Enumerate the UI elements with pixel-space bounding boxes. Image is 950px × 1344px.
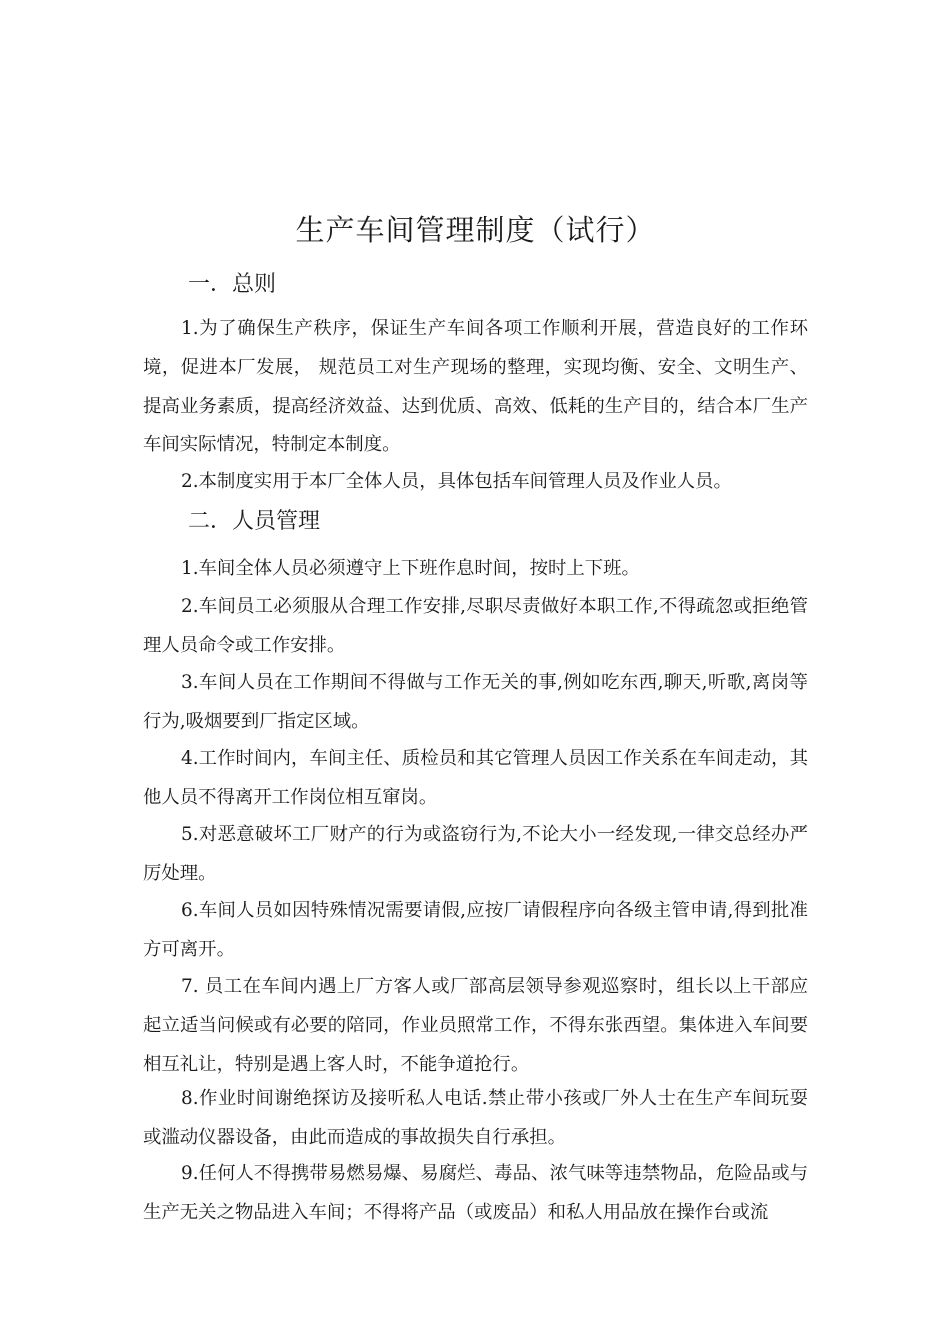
section-heading-general: 一．总则 [188,272,277,297]
paragraph-personnel-9: 9.任何人不得携带易燃易爆、易腐烂、毒品、浓气味等违禁物品，危险品或与生产无关之物品进入车间；不得将产品（或废品）和私人用品放在操作台或流 [143,1163,808,1223]
paragraph-personnel-4: 4.工作时间内，车间主任、质检员和其它管理人员因工作关系在车间走动，其他人员不得离开工作岗位相互窜岗。 [143,748,808,808]
paragraph-personnel-6: 6.车间人员如因特殊情况需要请假,应按厂请假程序向各级主管申请,得到批准方可离开。 [143,900,808,960]
paragraph-general-1: 1.为了确保生产秩序，保证生产车间各项工作顺利开展，营造良好的工作环境，促进本厂发展， 规范员工对生产现场的整理，实现均衡、安全、文明生产、提高业务素质，提高经济效益、达到优质、高效、低耗的生产目的，结合本厂生产车间实际情况，特制定本制度。 [143,318,808,456]
paragraph-personnel-7: 7. 员工在车间内遇上厂方客人或厂部高层领导参观巡察时，组长以上干部应起立适当问候或有必要的陪同，作业员照常工作，不得东张西望。集体进入车间要相互礼让，特别是遇上客人时，不能争道抢行。 [143,976,808,1075]
paragraph-personnel-8: 8.作业时间谢绝探访及接听私人电话.禁止带小孩或厂外人士在生产车间玩耍或滥动仪器设备，由此而造成的事故损失自行承担。 [143,1088,808,1148]
section-heading-personnel: 二．人员管理 [188,509,321,534]
document-title: 生产车间管理制度（试行） [295,213,656,247]
paragraph-personnel-3: 3.车间人员在工作期间不得做与工作无关的事,例如吃东西,聊天,听歌,离岗等行为,吸烟要到厂指定区域。 [143,672,808,732]
paragraph-personnel-2: 2.车间员工必须服从合理工作安排,尽职尽责做好本职工作,不得疏忽或拒绝管理人员命令或工作安排。 [143,596,808,656]
paragraph-personnel-1: 1.车间全体人员必须遵守上下班作息时间，按时上下班。 [181,558,640,579]
paragraph-general-2: 2.本制度实用于本厂全体人员，具体包括车间管理人员及作业人员。 [181,471,732,492]
paragraph-personnel-5: 5.对恶意破坏工厂财产的行为或盗窃行为,不论大小一经发现,一律交总经办严厉处理。 [143,824,808,884]
